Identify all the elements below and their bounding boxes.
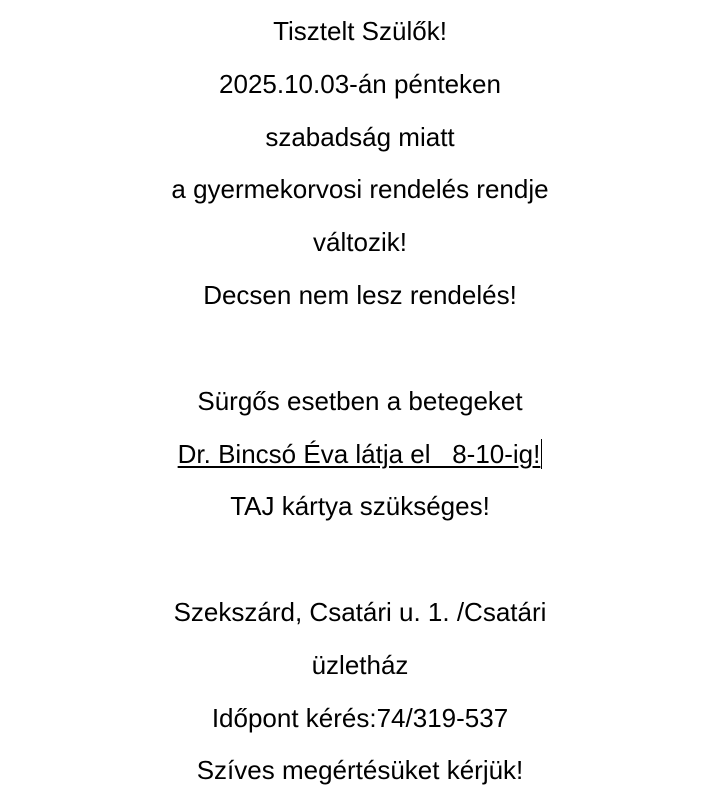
date-text: 2025.10.03-án pénteken <box>219 69 501 99</box>
greeting-text: Tisztelt Szülők! <box>273 16 447 46</box>
reason-text: szabadság miatt <box>265 122 455 152</box>
appointment-text: Időpont kérés:74/319-537 <box>211 703 509 733</box>
address-text-line-2: üzletház <box>311 650 409 680</box>
doctor-line <box>0 439 720 469</box>
doctor-text: Dr. Bincsó Éva látja el 8-10-ig! <box>177 439 541 469</box>
text-cursor <box>541 439 542 469</box>
address-text-line-1: Szekszárd, Csatári u. 1. /Csatári <box>173 597 547 627</box>
change-text-line-1: a gyermekorvosi rendelés rendje <box>171 174 549 204</box>
no-office-text: Decsen nem lesz rendelés! <box>203 280 517 310</box>
change-text-line-2: változik! <box>313 227 407 257</box>
taj-card-text: TAJ kártya szükséges! <box>230 491 490 521</box>
closing-text: Szíves megértésüket kérjük! <box>196 755 524 785</box>
urgent-text: Sürgős esetben a betegeket <box>197 386 523 416</box>
